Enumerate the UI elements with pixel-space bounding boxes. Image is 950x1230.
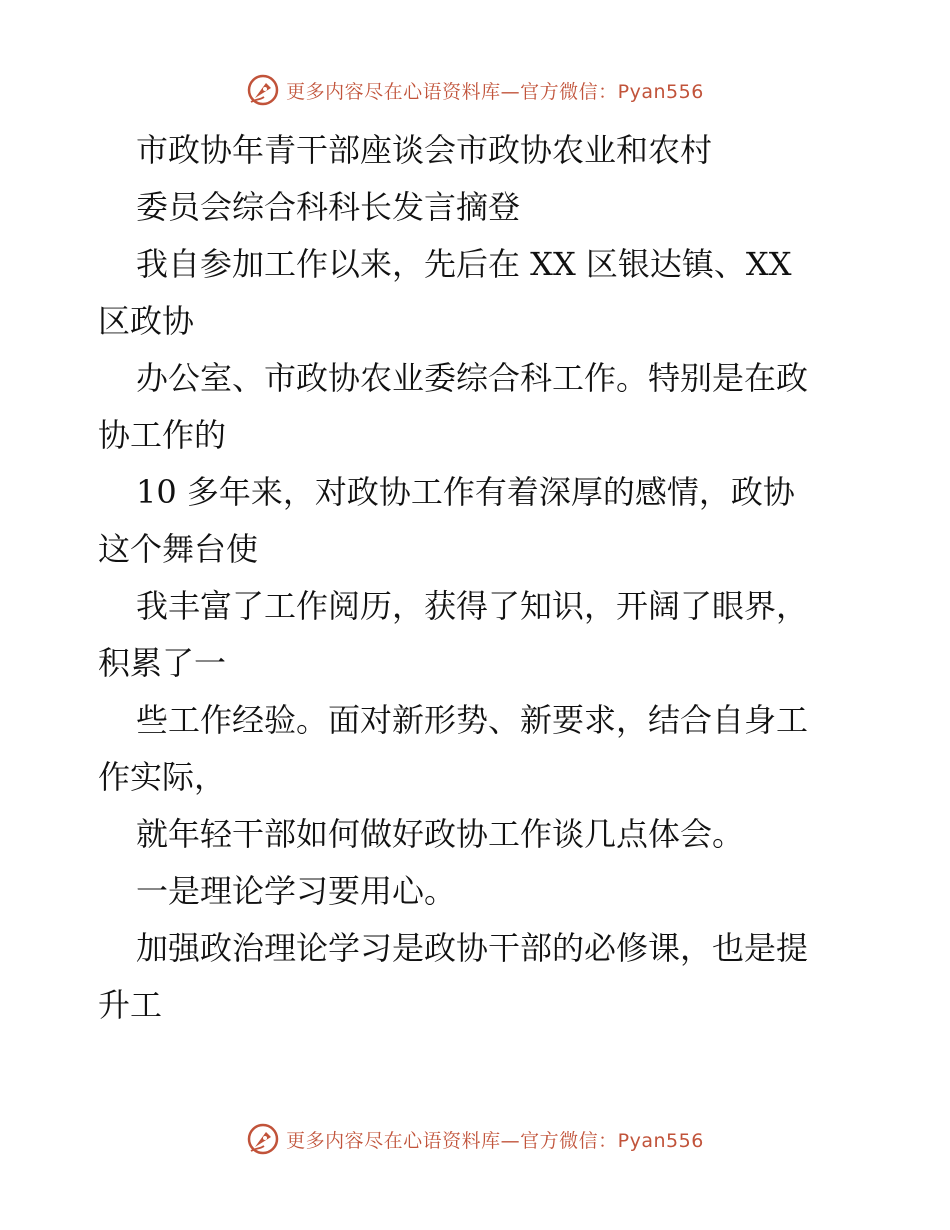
text-line: 我丰富了工作阅历，获得了知识，开阔了眼界， (136, 587, 809, 625)
text-line: 作实际， (98, 758, 227, 796)
document-body (98, 122, 858, 1034)
text-line: 这个舞台使 (98, 530, 259, 568)
text-line: 我自参加工作以来，先后在 XX 区银达镇、XX (136, 245, 792, 283)
text-line: 加强政治理论学习是政协干部的必修课，也是提 (136, 929, 809, 967)
text-line: 协工作的 (98, 416, 227, 454)
text-line: 些工作经验。面对新形势、新要求，结合自身工 (136, 701, 809, 739)
pen-nib-logo-icon (246, 1122, 280, 1156)
text-line: 市政协年青干部座谈会市政协农业和农村 (136, 131, 713, 169)
text-line: 区政协 (98, 302, 195, 340)
footer-watermark (0, 1119, 950, 1159)
text-line: 10 多年来，对政协工作有着深厚的感情，政协 (136, 473, 795, 511)
pen-nib-logo-icon (246, 73, 280, 107)
text-line: 积累了一 (98, 644, 227, 682)
text-line: 就年轻干部如何做好政协工作谈几点体会。 (136, 815, 745, 853)
text-line: 委员会综合科科长发言摘登 (136, 188, 521, 226)
header-watermark (0, 70, 950, 110)
text-line: 一是理论学习要用心。 (136, 872, 457, 910)
header-watermark-text: 更多内容尽在心语资料库—官方微信：Pyan556 (286, 80, 704, 103)
text-line: 办公室、市政协农业委综合科工作。特别是在政 (136, 359, 809, 397)
text-line: 升工 (98, 986, 163, 1024)
footer-watermark-text: 更多内容尽在心语资料库—官方微信：Pyan556 (286, 1129, 704, 1152)
